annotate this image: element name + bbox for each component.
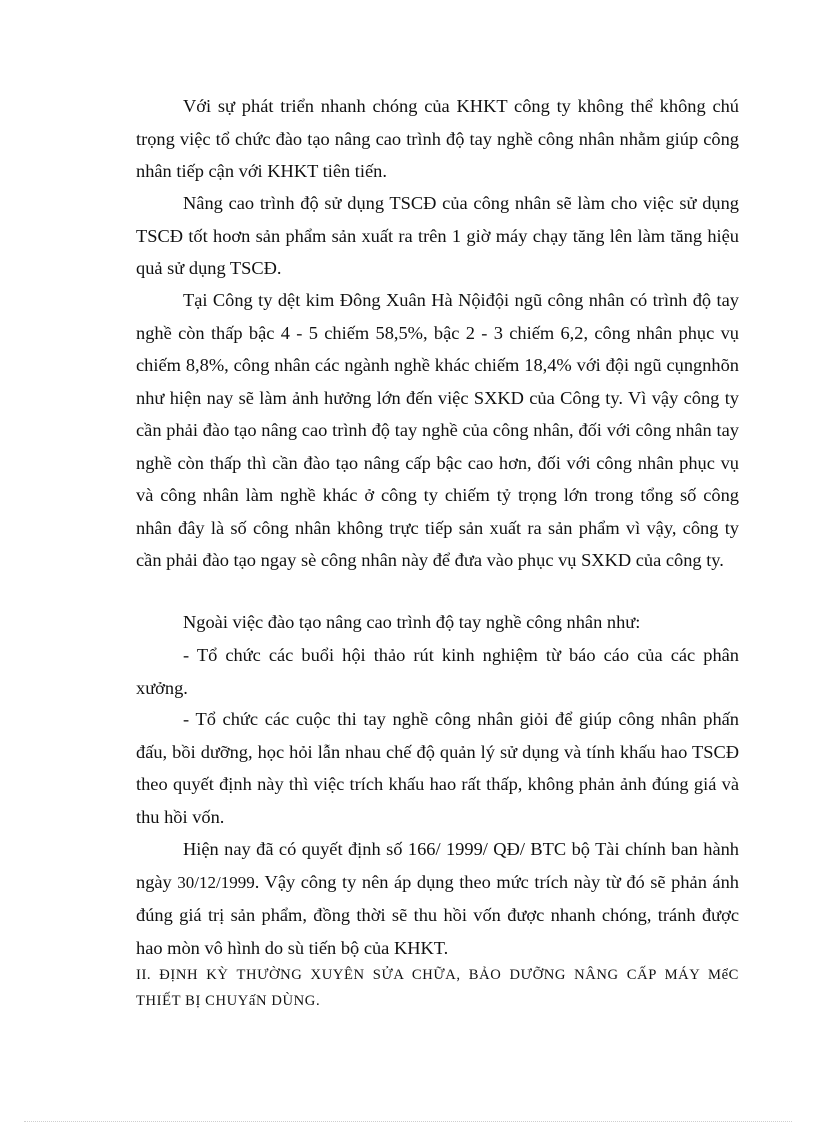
page-bottom-divider xyxy=(24,1121,792,1122)
paragraph-decision-166 xyxy=(136,833,739,964)
paragraph-besides-training: Ngoài việc đào tạo nâng cao trình độ tay nghề công nhân như: xyxy=(183,612,641,632)
paragraph-khkt-training: Với sự phát triển nhanh chóng của KHKT công ty không thể không chú trọng việc tổ chức đào tạo nâng cao trình độ tay nghề công nhân nhằm giúp công nhân tiếp cận với KHKT tiên tiến. xyxy=(136,96,739,181)
list-item-skill-contests: - Tổ chức các cuộc thi tay nghề công nhân giỏi để giúp công nhân phấn đấu, bồi dưỡng, học hỏi lẫn nhau chế độ quản lý sử dụng và tính khấu hao TSCĐ theo quyết định này thì việc trích khấu hao rất thấp, không phản ảnh đúng giá và thu hồi vốn. xyxy=(136,709,739,827)
decision-date: 30/12/1999 xyxy=(177,872,255,892)
decision-text-before: Hiện nay đã có quyết định số 166/ 1999/ QĐ/ BTC bộ Tài chính ban hành ngày xyxy=(136,839,739,892)
paragraph-dong-xuan-workforce: Tại Công ty dệt kim Đông Xuân Hà Nộiđội ngũ công nhân có trình độ tay nghề còn thấp bậc 4 - 5 chiếm 58,5%, bậc 2 - 3 chiếm 6,2, công nhân phục vụ chiếm 8,8%, công nhân các ngành nghề khác chiếm 18,4% với đội ngũ cụngnhõn như hiện nay sẽ làm ảnh hưởng lớn đến việc SXKD của Công ty. Vì vậy công ty cần phải đào tạo nâng cao trình độ tay nghề của công nhân, đối với công nhân tay nghề còn thấp thì cần đào tạo nâng cấp bậc cao hơn, đối với công nhân phục vụ và công nhân làm nghề khác ở công ty chiếm tỷ trọng lớn trong tổng số công nhân đây là số công nhân không trực tiếp sản xuất ra sản phẩm vì vậy, công ty cần phải đào tạo ngay sè công nhân này để đưa vào phục vụ SXKD của công ty. xyxy=(136,290,739,570)
section-heading-ii: II. ĐỊNH KỲ THƯỜNG XUYÊN SỬA CHỮA, BẢO DƯỠNG NÂNG CẤP MÁY MểC THIẾT BỊ CHUYấN DÙNG. xyxy=(136,967,739,1009)
list-item-workshops: - Tổ chức các buổi hội thảo rút kinh nghiệm từ báo cáo của các phân xưởng. xyxy=(136,645,739,698)
paragraph-tscd-usage: Nâng cao trình độ sử dụng TSCĐ của công nhân sẽ làm cho việc sử dụng TSCĐ tốt hoơn sản phẩm sản xuất ra trên 1 giờ máy chạy tăng lên làm tăng hiệu quả sử dụng TSCĐ. xyxy=(136,193,739,278)
decision-text-after: . Vậy công ty nên áp dụng theo mức trích này từ đó sẽ phản ánh đúng giá trị sản phẩm, đồng thời sẽ thu hồi vốn được nhanh chóng, tránh được hao mòn vô hình do sù tiến bộ của KHKT. xyxy=(136,871,739,958)
